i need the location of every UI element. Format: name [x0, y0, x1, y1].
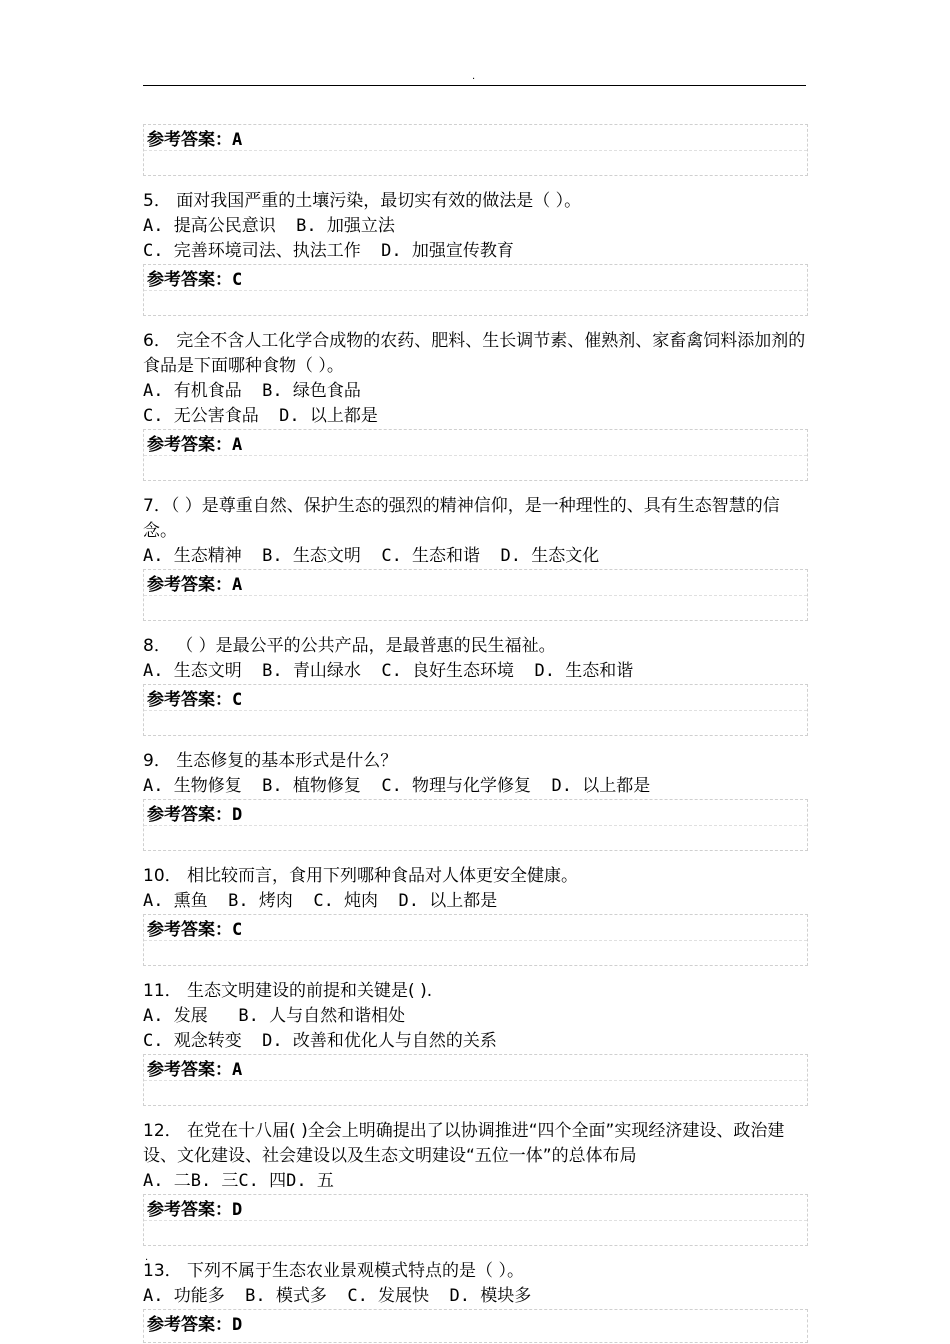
question-options: A. 二B. 三C. 四D. 五: [143, 1171, 334, 1191]
question-list: [143, 189, 808, 1343]
answer-text: 参考答案：A: [147, 575, 243, 595]
answer-text: 参考答案：D: [147, 1200, 243, 1220]
question-stem: 6． 完全不含人工化学合成物的农药、肥料、生长调节素、催熟剂、家畜禽饲料添加剂的食品是下面哪种食物（ ）。: [143, 331, 806, 376]
footer-dot: .: [145, 1252, 149, 1263]
header-dot: .: [472, 71, 476, 82]
answer-box: [143, 1054, 808, 1106]
question-options: A. 生态文明 B. 青山绿水 C. 良好生态环境 D. 生态和谐: [143, 661, 634, 681]
question-options: A. 生物修复 B. 植物修复 C. 物理与化学修复 D. 以上都是: [143, 776, 651, 796]
answer-text: 参考答案：C: [147, 920, 243, 940]
question-options: A. 功能多 B. 模式多 C. 发展快 D. 模块多: [143, 1286, 532, 1306]
quiz-content: [143, 124, 808, 1343]
question-stem: 12． 在党在十八届( )全会上明确提出了以协调推进“四个全面”实现经济建设、政治建设、文化建设、社会建设以及生态文明建设“五位一体”的总体布局: [143, 1121, 785, 1166]
answer-box: [143, 684, 808, 736]
question-stem: 5． 面对我国严重的土壤污染，最切实有效的做法是（ ）。: [143, 191, 582, 211]
question-options: A. 熏鱼 B. 烤肉 C. 炖肉 D. 以上都是: [143, 891, 498, 911]
answer-box: [143, 569, 808, 621]
question-stem: 9． 生态修复的基本形式是什么？: [143, 751, 398, 771]
answer-text: 参考答案：C: [147, 270, 243, 290]
answer-box: [143, 124, 808, 176]
question-options: A. 生态精神 B. 生态文明 C. 生态和谐 D. 生态文化: [143, 546, 600, 566]
question-options: A. 提高公民意识 B. 加强立法: [143, 216, 395, 236]
answer-text: 参考答案：D: [147, 1315, 243, 1335]
question-options: A. 发展 B. 人与自然和谐相处: [143, 1006, 406, 1026]
answer-text: 参考答案：A: [147, 435, 243, 455]
answer-box: [143, 799, 808, 851]
question-options: C. 无公害食品 D. 以上都是: [143, 406, 378, 426]
question-stem: 8． （ ）是最公平的公共产品，是最普惠的民生福祉。: [143, 636, 556, 656]
answer-text: 参考答案：C: [147, 690, 243, 710]
question-options: C. 完善环境司法、执法工作 D. 加强宣传教育: [143, 241, 514, 261]
answer-box: [143, 264, 808, 316]
answer-box: [143, 429, 808, 481]
answer-text: 参考答案：A: [147, 130, 243, 150]
question-options: A. 有机食品 B. 绿色食品: [143, 381, 361, 401]
question-stem: 7．（ ）是尊重自然、保护生态的强烈的精神信仰，是一种理性的、具有生态智慧的信念。: [143, 496, 780, 541]
answer-text: 参考答案：D: [147, 805, 243, 825]
question-options: C. 观念转变 D. 改善和优化人与自然的关系: [143, 1031, 497, 1051]
question-stem: 11． 生态文明建设的前提和关键是( ).: [143, 981, 433, 1001]
answer-text: 参考答案：A: [147, 1060, 243, 1080]
header-rule: [143, 85, 806, 86]
question-stem: 10． 相比较而言，食用下列哪种食品对人体更安全健康。: [143, 866, 579, 886]
answer-box: [143, 1194, 808, 1246]
answer-box: [143, 1309, 808, 1343]
question-stem: 13． 下列不属于生态农业景观模式特点的是（ ）。: [143, 1261, 524, 1281]
answer-box: [143, 914, 808, 966]
